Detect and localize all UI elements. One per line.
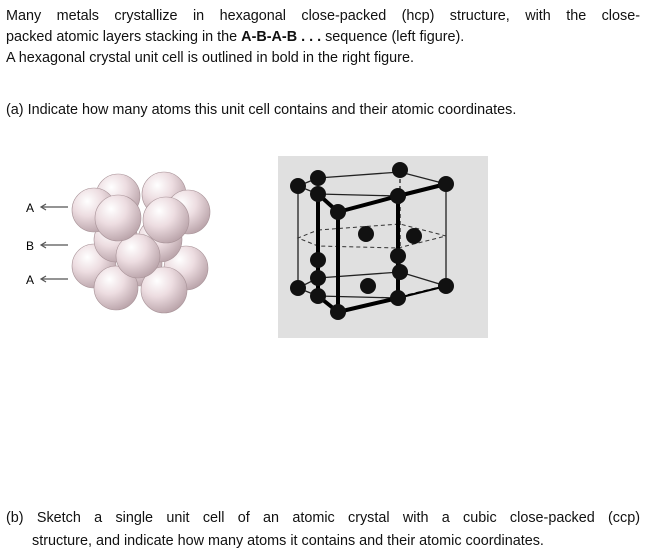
- layer-label-a-top: A: [26, 201, 35, 215]
- hex-unit-cell-figure: [278, 156, 488, 338]
- atom: [390, 248, 406, 264]
- atom: [310, 170, 326, 186]
- atom: [310, 252, 326, 268]
- sphere: [95, 195, 141, 241]
- atom: [390, 290, 406, 306]
- sphere: [143, 197, 189, 243]
- atom: [310, 270, 326, 286]
- atom: [360, 278, 376, 294]
- atom: [310, 186, 326, 202]
- intro-line-2: packed atomic layers stacking in the A-B-A-B . . . sequence (left figure).: [6, 29, 465, 45]
- layer-label-a-bottom: A: [26, 273, 35, 287]
- atom: [330, 204, 346, 220]
- atom: [310, 288, 326, 304]
- atom: [390, 188, 406, 204]
- hcp-stacking-figure: [20, 160, 230, 330]
- hex-unit-cell-svg: [278, 156, 488, 338]
- atom: [358, 226, 374, 242]
- hcp-stacking-svg: [20, 160, 230, 330]
- intro-line-3: A hexagonal crystal unit cell is outlined in bold in the right figure.: [6, 50, 414, 66]
- atom: [438, 278, 454, 294]
- atom: [330, 304, 346, 320]
- stacking-sequence: A-B-A-B . . .: [241, 29, 322, 45]
- atom: [290, 280, 306, 296]
- atom: [406, 228, 422, 244]
- question-b-line-1: (b) Sketch a single unit cell of an atomic crystal with a cubic close-packed (ccp): [6, 510, 640, 526]
- question-b-line-2: structure, and indicate how many atoms it contains and their atomic coordinates.: [32, 533, 544, 549]
- layer-label-b: B: [26, 239, 35, 253]
- atom: [392, 162, 408, 178]
- atom: [438, 176, 454, 192]
- intro-paragraph: [6, 6, 640, 69]
- atom: [392, 264, 408, 280]
- question-a: (a) Indicate how many atoms this unit cell contains and their atomic coordinates.: [6, 102, 517, 118]
- figure-background: [278, 156, 488, 338]
- atom: [290, 178, 306, 194]
- question-b: [6, 507, 640, 553]
- intro-line-1: Many metals crystallize in hexagonal close-packed (hcp) structure, with the close-: [6, 8, 640, 24]
